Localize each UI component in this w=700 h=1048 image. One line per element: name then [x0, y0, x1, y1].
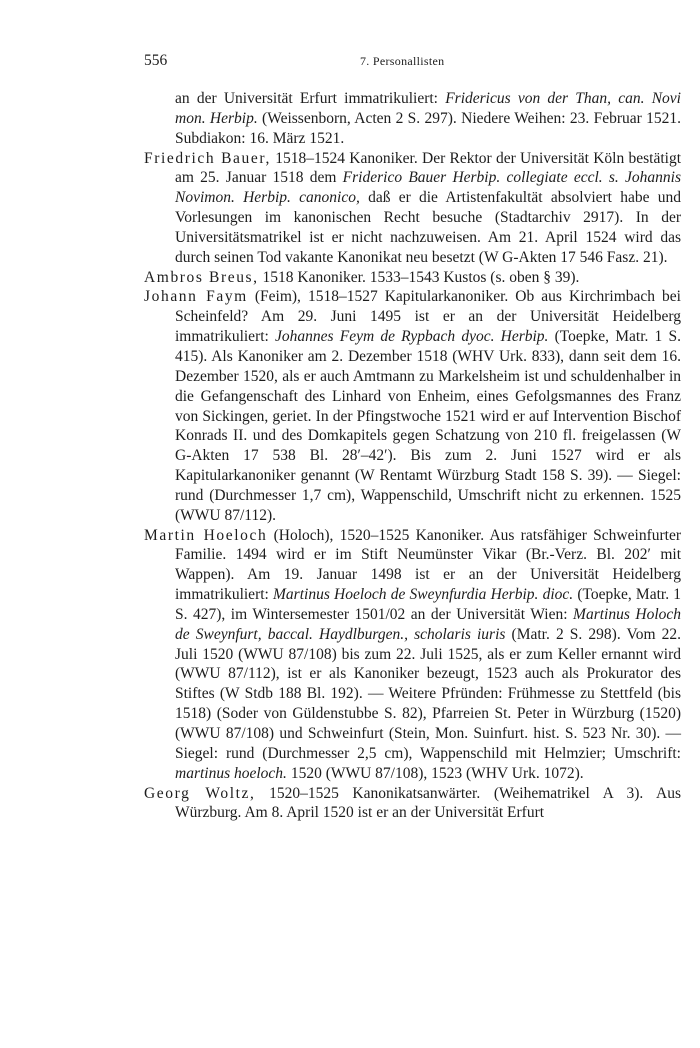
entry-text: daß er die Artistenfakultät absolviert habe und Vorlesungen im kanonischen Recht besuche (Stadtarchiv 2917). In der Universitätsmatrikel ist er nicht nachzuweisen. Am 21. April 1524 wird das durch seinen Tod vakante Kanonikat neu besetzt (W G-Akten 17 546 Fasz. 21). — [175, 189, 681, 266]
entry-text: (Weissenborn, Acten 2 S. 297). Niedere Weihen: 23. Februar 1521. Subdiakon: 16. März 1521. — [175, 109, 681, 147]
person-name: Johann Faym — [144, 288, 248, 306]
source-quote: Fridericus von der Than, can. Novi mon. Herbip. — [175, 90, 681, 127]
entry-text: 1518–1524 Kanoniker. Der Rektor der Universität Köln bestätigt am 25. Januar 1518 dem — [175, 149, 681, 187]
person-name: Friedrich Bauer, — [144, 149, 271, 167]
source-quote: Johannes Feym de Rypbach dyoc. Herbip. — [275, 328, 549, 346]
entry-text: an der Universität Erfurt immatrikuliert: — [175, 90, 446, 107]
person-entry — [144, 784, 681, 824]
person-entry — [144, 149, 681, 268]
person-entry — [144, 268, 681, 288]
source-quote: Martinus Holoch de Sweynfurt, baccal. Haydlburgen., scholaris iuris — [175, 605, 682, 643]
page-number: 556 — [144, 52, 168, 69]
source-quote: Friderico Bauer Herbip. collegiate eccl. s. Johannis Novimon. Herbip. canonico, — [175, 169, 682, 207]
source-quote: Martinus Hoeloch de Sweynfurdia Herbip. dioc. — [273, 586, 574, 604]
person-name: Georg Woltz, — [144, 784, 256, 802]
person-name: Ambros Breus, — [144, 268, 259, 286]
running-title: 7. Personallisten — [360, 54, 445, 68]
entry-text: 1520–1525 Kanonikatsanwärter. (Weihematrikel A 3). Aus Würzburg. Am 8. April 1520 ist er an der Universität Erfurt — [175, 784, 682, 822]
body-text — [144, 89, 681, 823]
continued-entry — [144, 89, 681, 149]
page-header — [144, 52, 574, 74]
person-entry — [144, 526, 681, 784]
entry-text: 1518 Kanoniker. 1533–1543 Kustos (s. oben § 39). — [258, 268, 580, 286]
person-name: Martin Hoeloch — [144, 526, 268, 544]
entry-text: 1520 (WWU 87/108), 1523 (WHV Urk. 1072). — [286, 764, 584, 782]
person-entry — [144, 287, 681, 525]
source-quote: martinus hoeloch. — [175, 764, 287, 782]
entry-text: (Toepke, Matr. 1 S. 427), im Wintersemester 1501/02 an der Universität Wien: — [175, 586, 681, 623]
entry-text: (Feim), 1518–1527 Kapitularkanoniker. Ob aus Kirchrimbach bei Scheinfeld? Am 29. Juni 1495 ist er an der Universität Heidelberg immatrikuliert: — [175, 288, 681, 346]
entry-text: (Matr. 2 S. 298). Vom 22. Juli 1520 (WWU 87/108) bis zum 22. Juli 1525, als er zum Keller ernannt wird (WWU 87/112), ist er als Kanoniker bezeugt, 1523 auch als Prokurator des Stiftes (W Stdb 188 Bl. 192). — Weitere Pfründen: Frühmesse zu Stettfeld (bis 1518) (Soder von Güldenstubbe S. 82), Pfarreien St. Peter in Würzburg (1520) (WWU 87/108) und Schweinfurt (Stein, Mon. Suinfurt. hist. S. 523 Nr. 30). — Siegel: rund (Durchmesser 2,5 cm), Wappenschild mit Helmzier; Umschrift: — [175, 625, 681, 762]
entry-text: (Toepke, Matr. 1 S. 415). Als Kanoniker am 2. Dezember 1518 (WHV Urk. 833), dann seit dem 16. Dezember 1520, als er auch Amtmann zu Markelsheim ist und schuldenhalber in die Gefangenschaft des Linhard von Enheim, eines Gefolgsmannes des Franz von Sickingen, geriet. In der Pfingstwoche 1521 wird er auf Intervention Bischof Konrads II. und des Domkapitels gegen Schatzung von 210 fl. freigelassen (W G-Akten 17 538 Bl. 28′–42′). Bis zum 2. Juni 1527 wird er als Kapitularkanoniker genannt (W Rentamt Würzburg Stadt 158 S. 39). — Siegel: rund (Durchmesser 1,7 cm), Wappenschild, Umschrift nicht zu erkennen. 1525 (WWU 87/112). — [175, 328, 681, 524]
entry-text: (Holoch), 1520–1525 Kanoniker. Aus ratsfähiger Schweinfurter Familie. 1494 wird er im Stift Neumünster Vikar (Br.-Verz. Bl. 202′ mit Wappen). Am 19. Januar 1498 ist er an der Universität Heidelberg immatrikuliert: — [175, 526, 681, 604]
